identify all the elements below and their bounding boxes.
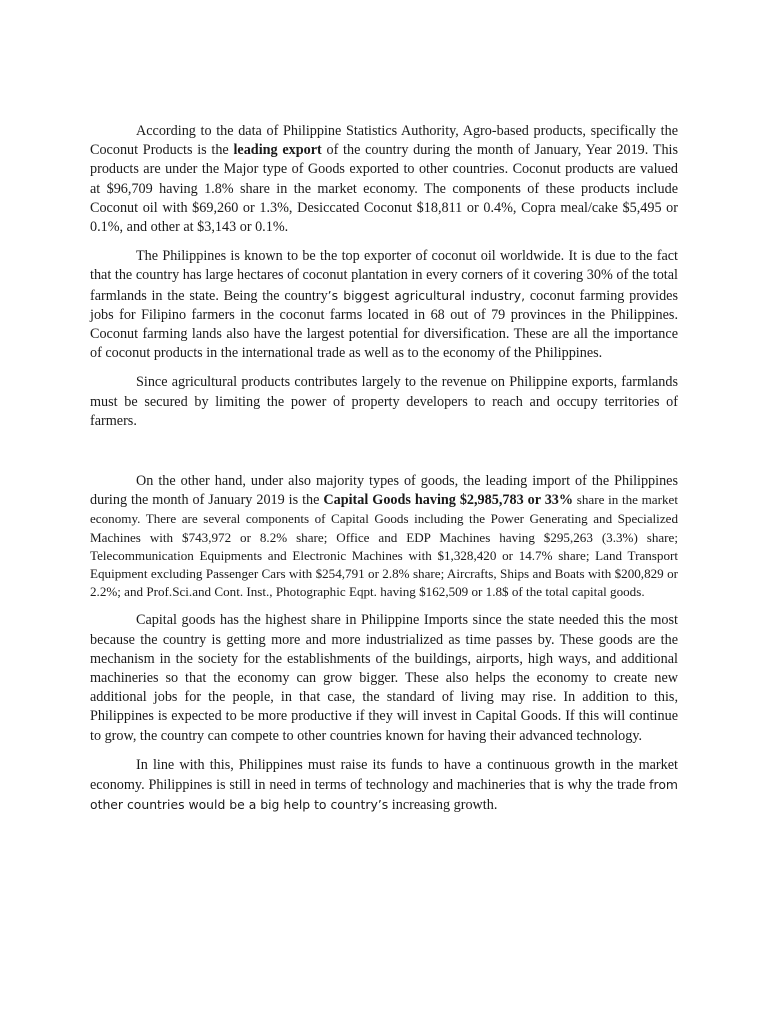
text: increasing growth. bbox=[388, 797, 498, 814]
paragraph-farmlands bbox=[90, 373, 678, 431]
text: The Philippines is known to be the top exporter of coconut oil worldwide. It is due to the fact that the country has large hectares of coconut plantation in every corners of it covering 30% of the total farmlands in the state. Being the country bbox=[90, 248, 678, 304]
text: According to the data of Philippine Statistics Authority, Agro-based products, specifically the Coconut Products is the bbox=[90, 123, 678, 159]
text: coconut farming provides jobs for Filipino farmers in the coconut farms located in 68 out of 79 provinces in the Philippines. Coconut farming lands also have the largest potential for diversification. These are all the importance of coconut products in the international trade as well as to the economy of the Philippines. bbox=[90, 287, 679, 362]
paragraph-coconut-oil bbox=[90, 247, 678, 363]
alt-font-text: from other countries would be a big help to country’s bbox=[90, 777, 678, 813]
text: In line with this, Philippines must raise its funds to have a continuous growth in the market economy. Philippines is still in need in terms of technology and machineries that is why the trade bbox=[90, 756, 678, 794]
paragraph-conclusion bbox=[90, 756, 678, 816]
alt-font-text: ’s biggest agricultural industry, bbox=[327, 287, 526, 303]
paragraph-capital-goods-imports bbox=[90, 472, 678, 601]
text: Since agricultural products contributes largely to the revenue on Philippine exports, farmlands must be secured by limiting the power of property developers to reach and occupy territories of farmers. bbox=[90, 374, 678, 429]
paragraph-capital-goods-share bbox=[90, 611, 678, 745]
paragraph-coconut-exports bbox=[90, 122, 678, 237]
bold-text: leading export bbox=[233, 142, 322, 159]
text: On the other hand, under also majority types of goods, the leading import of the Philippines during the month of January 2019 is the bbox=[90, 473, 678, 509]
document-body bbox=[90, 122, 678, 816]
text: of the country during the month of January, Year 2019. This products are under the Major type of Goods exported to other countries. Coconut products are valued at $96,709 having 1.8% share in the market economy. The components of these products include Coconut oil with $69,260 or 1.3%, Desiccated Coconut $18,811 or 0.4%, Copra meal/cake $5,495 or 0.1%, and other at $3,143 or 0.1%. bbox=[90, 142, 678, 236]
bold-text: Capital Goods having $2,985,783 or 33% bbox=[323, 492, 574, 509]
text: share in the market economy. There are several components of Capital Goods including the Power Generating and Specialized Machines with $743,972 or 8.2% share; Office and EDP Machines having $295,263 (3.3%) share; Telecommunication Equipments and Electronic Machines with $1,328,420 or 14.7% share; Land Transport Equipment excluding Passenger Cars with $254,791 or 2.8% share; Aircrafts, Ships and Boats with $200,829 or 2.2%; and Prof.Sci.and Cont. Inst., Photographic Eqpt. having $162,509 or 1.8$ of the total capital goods. bbox=[90, 492, 678, 600]
text: Capital goods has the highest share in Philippine Imports since the state needed this the most because the country is getting more and more industrialized as time passes by. These goods are the mechanism in the society for the establishments of the buildings, airports, high ways, and additional machineries so that the economy can grow bigger. These also helps the economy to create new additional jobs for the people, in that case, the standard of living may rise. In addition to this, Philippines is expected to be more productive if they will invest in Capital Goods. If this will continue to grow, the country can compete to other countries known for having their advanced technology. bbox=[90, 612, 678, 744]
